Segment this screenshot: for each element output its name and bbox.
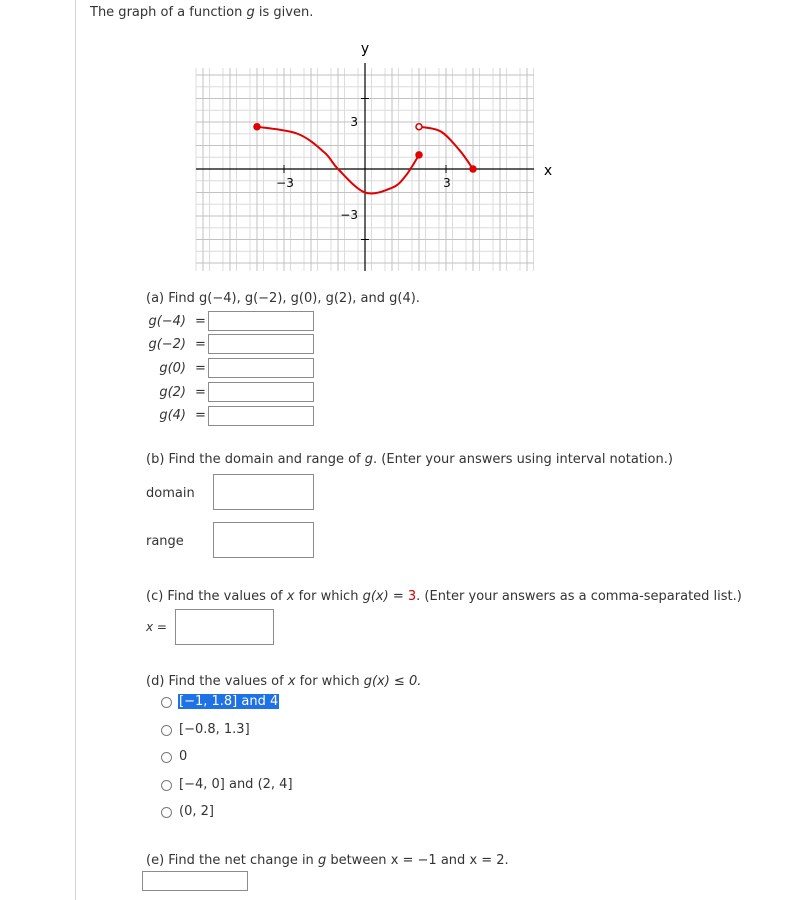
g4-input[interactable] bbox=[208, 406, 314, 426]
part-a-label-g0: g(0) bbox=[159, 361, 186, 376]
option-3-label[interactable]: 0 bbox=[179, 749, 188, 764]
part-a-label-g-neg2: g(−2) bbox=[148, 337, 186, 352]
tick-label-x-neg3: −3 bbox=[276, 176, 294, 190]
tick-label-y-neg3: −3 bbox=[340, 208, 358, 222]
option-1-label[interactable]: [−1, 1.8] and 4 bbox=[179, 694, 279, 709]
closed-endpoint bbox=[470, 166, 476, 172]
g-neg2-input[interactable] bbox=[208, 334, 314, 354]
y-axis-label: y bbox=[360, 41, 370, 57]
x-values-input[interactable] bbox=[175, 609, 274, 645]
closed-endpoint bbox=[416, 152, 422, 158]
part-b-prompt: (b) Find the domain and range of g. (Enter your answers using interval notation.) bbox=[146, 452, 673, 467]
part-a-label-g4: g(4) bbox=[159, 408, 186, 423]
tick-label-y-pos3: 3 bbox=[350, 115, 358, 129]
equals-sign: = bbox=[195, 314, 206, 329]
part-a-label-g-neg4: g(−4) bbox=[148, 314, 186, 329]
part-a-prompt: (a) Find g(−4), g(−2), g(0), g(2), and g(4). bbox=[146, 291, 420, 306]
radio-option-4[interactable] bbox=[161, 780, 172, 791]
domain-label: domain bbox=[146, 486, 195, 501]
domain-input[interactable] bbox=[213, 474, 314, 510]
option-2-label[interactable]: [−0.8, 1.3] bbox=[179, 722, 250, 737]
radio-option-3[interactable] bbox=[161, 752, 172, 763]
part-a-label-g2: g(2) bbox=[159, 385, 186, 400]
option-4-label[interactable]: [−4, 0] and (2, 4] bbox=[179, 777, 293, 792]
range-input[interactable] bbox=[213, 522, 314, 558]
equals-sign: = bbox=[195, 337, 206, 352]
radio-option-2[interactable] bbox=[161, 725, 172, 736]
tick-label-x-pos3: 3 bbox=[443, 176, 451, 190]
closed-endpoint bbox=[254, 124, 260, 130]
open-endpoint bbox=[416, 124, 422, 130]
intro-text: The graph of a function g is given. bbox=[90, 5, 314, 20]
equals-sign: = bbox=[195, 361, 206, 376]
equals-sign: = bbox=[195, 408, 206, 423]
x-axis-label: x bbox=[543, 163, 553, 179]
g-neg4-input[interactable] bbox=[208, 311, 314, 331]
function-graph bbox=[0, 0, 809, 290]
equals-sign: = bbox=[195, 385, 206, 400]
g0-input[interactable] bbox=[208, 358, 314, 378]
range-label: range bbox=[146, 534, 184, 549]
radio-option-1[interactable] bbox=[161, 697, 172, 708]
part-c-prompt: (c) Find the values of x for which g(x) = 3. (Enter your answers as a comma-separated list.) bbox=[146, 589, 742, 604]
part-e-prompt: (e) Find the net change in g between x = −1 and x = 2. bbox=[146, 853, 509, 868]
g2-input[interactable] bbox=[208, 382, 314, 402]
option-5-label[interactable]: (0, 2] bbox=[179, 804, 214, 819]
part-d-prompt: (d) Find the values of x for which g(x) ≤ 0. bbox=[146, 674, 422, 689]
x-equals-label: x = bbox=[146, 620, 167, 634]
radio-option-5[interactable] bbox=[161, 807, 172, 818]
net-change-input[interactable] bbox=[142, 871, 248, 891]
